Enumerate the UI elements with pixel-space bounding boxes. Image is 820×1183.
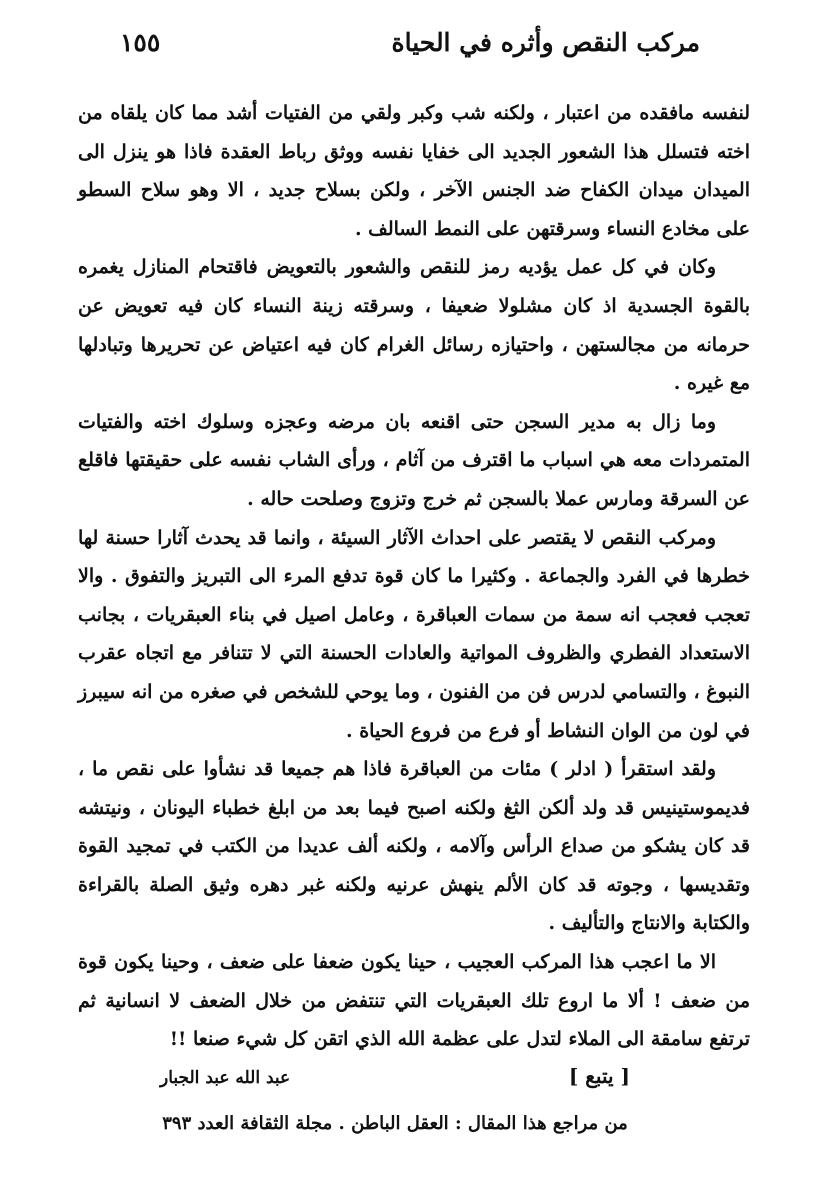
running-title: مركب النقص وأثره في الحياة bbox=[391, 28, 700, 57]
article-body bbox=[78, 94, 750, 1059]
paragraph: وكان في كل عمل يؤديه رمز للنقص والشعور بالتعويض فاقتحام المنازل يغمره بالقوة الجسدية اذ كان مشلولا ضعيفا ، وسرقته زينة النساء كان فيه تعويض عن حرمانه من مجالستهن ، واحتيازه رسائل الغرام كان فيه اعتياض عن تحريرها وتبادلها مع غيره . bbox=[78, 256, 750, 395]
signature-row bbox=[120, 1062, 670, 1102]
author-name: عبد الله عبد الجبار bbox=[160, 1068, 291, 1088]
paragraph: لنفسه مافقده من اعتبار ، ولكنه شب وكبر ولقي من الفتيات أشد مما كان يلقاه من اخته فتسلل هذا الشعور الجديد الى خفايا نفسه ووثق رباط العقدة فاذا هو ينزل الى الميدان ميدان الكفاح ضد الجنس الآخر ، ولكن بسلاح جديد ، الا وهو سلاح السطو على مخادع النساء وسرقتهن على النمط السالف . bbox=[78, 102, 750, 240]
to-be-continued-label: [ يتبع ] bbox=[568, 1064, 630, 1088]
paragraph: الا ما اعجب هذا المركب العجيب ، حينا يكون ضعفا على ضعف ، وحينا يكون قوة من ضعف ! ألا ما اروع تلك العبقريات التي تنتفض من خلال الضعف لا انسانية ثم ترتفع سامقة الى الملاء لتدل على عظمة الله الذي اتقن كل شيء صنعا !! bbox=[78, 951, 750, 1051]
paragraph: ولقد استقرأ ( ادلر ) مئات من العباقرة فاذا هم جميعا قد نشأوا على نقص ما ، فديموستينيس قد ولد ألكن الثغ ولكنه اصبح فيما بعد من ابلغ خطباء اليونان ، ونيتشه قد كان يشكو من صداع الرأس وآلامه ، ولكنه ألف عديدا من الكتب في تمجيد القوة وتقديسها ، وجوته قد كان الألم ينهش عرنيه ولكنه غبر دهره وثيق الصلة بالقراءة والكتابة والانتاج والتأليف . bbox=[78, 758, 750, 935]
paragraph: ومركب النقص لا يقتصر على احداث الآثار السيئة ، وانما قد يحدث آثارا حسنة لها خطرها في الفرد والجماعة . وكثيرا ما كان قوة تدفع المرء الى التبريز والتفوق . والا تعجب فعجب انه سمة من سمات العباقرة ، وعامل اصيل في بناء العبقريات ، بجانب الاستعداد الفطري والظروف المواتية والعادات الحسنة التي لا تتنافر مع اتجاه عقرب النبوغ ، والتسامي لدرس فن من الفنون ، وما يوحي للشخص في صغره من انه سيبرز في لون من الوان النشاط أو فرع من فروع الحياة . bbox=[78, 526, 750, 742]
page-number: ١٥٥ bbox=[120, 28, 161, 57]
paragraph: وما زال به مدير السجن حتى اقنعه بان مرضه وعجزه وسلوك اخته والفتيات المتمردات معه هي اسباب ما اقترف من آثام ، ورأى الشاب نفسه على حقيقتها فاقلع عن السرقة ومارس عملا بالسجن ثم خرج وتزوج وصلحت حاله . bbox=[78, 410, 750, 510]
page-header bbox=[80, 26, 740, 70]
source-reference: من مراجع هذا المقال : العقل الباطن . مجلة الثقافة العدد ٣٩٣ bbox=[162, 1113, 628, 1134]
